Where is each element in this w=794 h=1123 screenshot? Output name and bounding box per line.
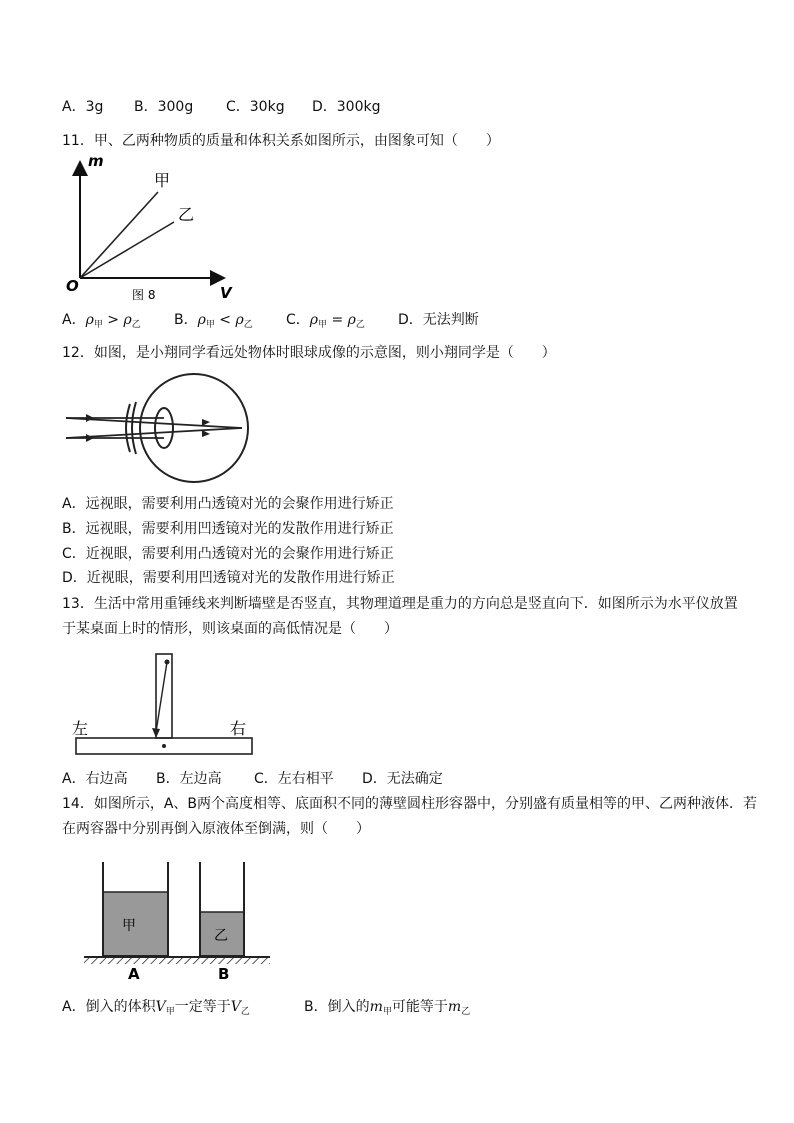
- q13-options: [62, 769, 443, 789]
- q10-option-c: C．30kg: [226, 99, 285, 115]
- q13-plumb-line: [156, 662, 167, 732]
- q12-option-b: B．远视眼，需要利用凹透镜对光的发散作用进行矫正: [62, 521, 394, 537]
- q13-option-a: A．右边高: [62, 771, 128, 787]
- q11-options: [62, 310, 479, 335]
- q12-cornea: [126, 404, 130, 452]
- q11-line-jia: [80, 192, 158, 278]
- q12-option-a: A．远视眼，需要利用凸透镜对光的会聚作用进行矫正: [62, 496, 394, 512]
- q14-containers-diagram: [78, 858, 278, 982]
- q11-option-d: D．无法判断: [398, 312, 479, 328]
- q13-option-c: C．左右相平: [254, 771, 334, 787]
- q12-light-ray-top: [66, 418, 242, 428]
- q14-option-a: A．倒入的体积$V_甲$一定等于$V_乙$: [62, 999, 250, 1017]
- q14-container-a-label: A: [128, 965, 140, 982]
- q12-light-ray-bottom: [66, 428, 242, 438]
- q13-right-label: 右: [230, 719, 247, 738]
- q14-container-b-label: B: [218, 965, 230, 982]
- q11-option-c: C．$\rho_甲 = \rho_乙$: [286, 312, 365, 330]
- q11-origin-label: O: [66, 277, 79, 295]
- q10-option-a: A．3g: [62, 99, 104, 115]
- q13-left-label: 左: [72, 719, 89, 738]
- q11-x-axis-label: V: [220, 284, 232, 300]
- q11-option-a: A．$\rho_甲 > \rho_乙$: [62, 312, 141, 330]
- q13-option-b: B．左边高: [156, 771, 222, 787]
- q12-option-d: D．近视眼，需要利用凹透镜对光的发散作用进行矫正: [62, 570, 395, 586]
- q13-level-frame: [156, 654, 172, 738]
- q11-line-yi: [80, 222, 174, 278]
- q14-option-b: B．倒入的$m_甲$可能等于$m_乙$: [304, 999, 471, 1017]
- q14-liquid-yi-label: 乙: [214, 928, 228, 944]
- q11-option-b: B．$\rho_甲 < \rho_乙$: [174, 312, 253, 330]
- q11-line-jia-label: 甲: [154, 171, 171, 190]
- q14-liquid-jia-label: 甲: [122, 918, 136, 934]
- q12-lens: [155, 408, 173, 448]
- q13-stem-line1: 13．生活中常用重锤线来判断墙壁是否竖直，其物理道理是重力的方向总是竖直向下．如图所示为水平仪放置: [62, 596, 738, 612]
- q12-stem: 12．如图，是小翔同学看远处物体时眼球成像的示意图，则小翔同学是（ ）: [62, 345, 556, 361]
- q11-caption: 图 8: [132, 288, 156, 300]
- q11-stem: 11．甲、乙两种物质的质量和体积关系如图所示，由图象可知（ ）: [62, 133, 500, 149]
- q12-option-c: C．近视眼，需要利用凸透镜对光的会聚作用进行矫正: [62, 546, 394, 562]
- q10-option-b: B．300g: [134, 99, 194, 115]
- q14-stem-line2: 在两容器中分别再倒入原液体至倒满，则（ ）: [62, 821, 370, 837]
- q12-eye-diagram: [62, 372, 262, 484]
- q11-line-yi-label: 乙: [178, 205, 195, 224]
- q13-option-d: D．无法确定: [362, 771, 443, 787]
- q13-stem-line2: 于某桌面上时的情形，则该桌面的高低情况是（ ）: [62, 621, 398, 637]
- q14-options: [62, 997, 470, 1022]
- q10-options: [62, 97, 381, 117]
- q11-graph: [62, 150, 242, 300]
- q10-option-d: D．300kg: [312, 99, 381, 115]
- q11-y-axis-label: m: [88, 152, 104, 170]
- q13-level-diagram: [62, 650, 262, 762]
- q14-stem-line1: 14．如图所示，A、B两个高度相等、底面积不同的薄壁圆柱形容器中，分别盛有质量相等的甲、乙两种液体．若: [62, 796, 757, 812]
